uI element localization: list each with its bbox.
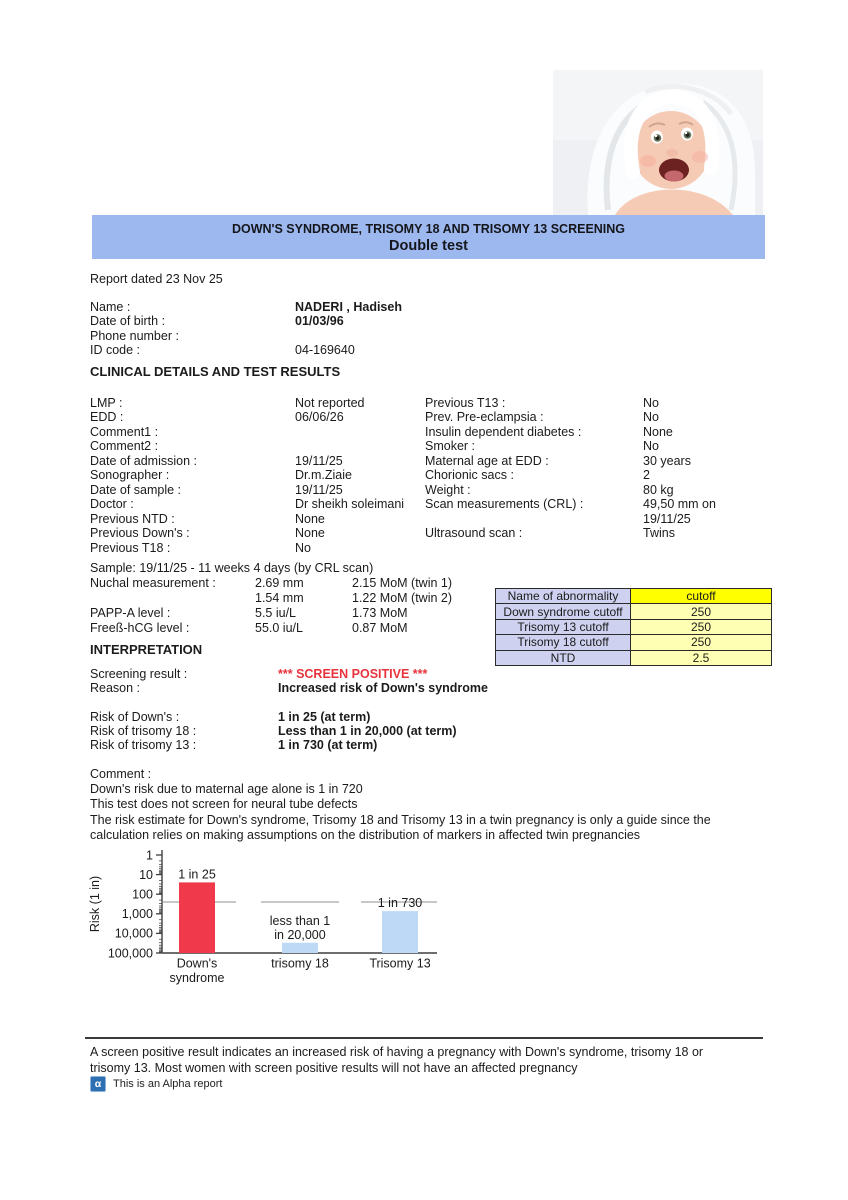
- clinical-label-right: Weight :: [425, 482, 471, 497]
- clinical-label-right: Previous T13 :: [425, 396, 506, 410]
- phone-value: [295, 329, 402, 343]
- clinical-value-right: 19/11/25: [643, 511, 691, 526]
- cutoff-table-header-row: [496, 589, 772, 604]
- svg-text:Trisomy 13: Trisomy 13: [369, 956, 431, 971]
- clinical-value-right: 80 kg: [643, 482, 674, 497]
- clinical-value-right: No: [643, 439, 659, 454]
- risk-t18-label: Risk of trisomy 18 :: [90, 723, 197, 738]
- clinical-value-left: 06/06/26: [295, 410, 344, 425]
- clinical-label-right: Scan measurements (CRL) :: [425, 497, 584, 512]
- sample-label: Freeß-hCG level :: [90, 620, 190, 635]
- clinical-label-left: Previous T18 :: [90, 540, 171, 555]
- report-subtitle: Double test: [389, 238, 468, 254]
- sample-value: 2.69 mm: [255, 576, 304, 590]
- clinical-label-right: Ultrasound scan :: [425, 526, 523, 541]
- reason-label: Reason :: [90, 681, 141, 696]
- dob-value: 01/03/96: [295, 314, 344, 329]
- sample-label: Nuchal measurement :: [90, 576, 216, 590]
- phone-label: Phone number :: [90, 328, 179, 343]
- name-value: NADERI , Hadiseh: [295, 300, 402, 314]
- cutoff-header-value: cutoff: [631, 589, 772, 604]
- alpha-icon: α: [90, 1076, 106, 1092]
- cutoff-value: 250: [631, 635, 772, 650]
- clinical-label-right: Insulin dependent diabetes :: [425, 424, 582, 439]
- clinical-value-right: Twins: [643, 526, 675, 541]
- clinical-label-left: Date of sample :: [90, 482, 182, 497]
- clinical-value-left: No: [295, 540, 311, 555]
- footer-note-line1: A screen positive result indicates an increased risk of having a pregnancy with Down's syndrome, trisomy 18 or: [90, 1045, 704, 1059]
- title-band: [92, 215, 765, 259]
- clinical-details-grid: [90, 396, 766, 555]
- clinical-label-right: Prev. Pre-eclampsia :: [425, 410, 544, 425]
- clinical-label-left: Previous Down's :: [90, 526, 190, 541]
- svg-text:1 in 25: 1 in 25: [178, 867, 216, 882]
- svg-text:Down's: Down's: [176, 956, 218, 971]
- clinical-value-left: 19/11/25: [295, 453, 343, 468]
- alpha-report-row: [90, 1076, 222, 1092]
- clinical-value-left: Dr.m.Ziaie: [295, 468, 352, 483]
- clinical-label-left: Previous NTD :: [90, 511, 175, 526]
- sample-mom: 2.15 MoM (twin 1): [352, 576, 453, 590]
- comment-line: This test does not screen for neural tube defects: [90, 797, 358, 812]
- svg-text:10,000: 10,000: [114, 926, 153, 941]
- cutoff-row-downs: [496, 604, 772, 619]
- risk-t13-value: 1 in 730 (at term): [278, 738, 378, 753]
- footer-separator: [85, 1037, 763, 1039]
- cutoff-row-t13: [496, 619, 772, 634]
- cutoff-header-name: Name of abnormality: [496, 589, 631, 604]
- clinical-value-left: Dr sheikh soleimani: [295, 497, 405, 512]
- clinical-value-left: None: [295, 511, 325, 526]
- risk-t13-label: Risk of trisomy 13 :: [90, 738, 197, 753]
- svg-text:100,000: 100,000: [107, 946, 153, 961]
- cutoff-value: 250: [631, 619, 772, 634]
- clinical-value-right: No: [643, 396, 659, 410]
- clinical-label-left: Sonographer :: [90, 468, 170, 483]
- sample-value: 1.54 mm: [255, 590, 304, 605]
- cutoff-row-t18: [496, 635, 772, 650]
- clinical-value-left: None: [295, 526, 325, 541]
- cutoff-name: Trisomy 13 cutoff: [496, 619, 631, 634]
- report-dated: Report dated 23 Nov 25: [90, 272, 223, 286]
- cutoff-name: Trisomy 18 cutoff: [496, 635, 631, 650]
- svg-text:1 in 730: 1 in 730: [377, 896, 423, 911]
- clinical-label-right: Chorionic sacs :: [425, 468, 514, 483]
- patient-details: [90, 300, 402, 358]
- clinical-label-right: [425, 541, 643, 555]
- svg-text:less than 1: less than 1: [269, 913, 331, 928]
- cutoff-table: [495, 588, 772, 666]
- sample-mom: 1.22 MoM (twin 2): [352, 590, 453, 605]
- report-title: DOWN'S SYNDROME, TRISOMY 18 AND TRISOMY 13 SCREENING: [231, 222, 626, 236]
- clinical-value-right: No: [643, 410, 659, 425]
- risk-chart: [85, 843, 485, 1004]
- interpretation-heading: INTERPRETATION: [90, 642, 203, 657]
- baby-photo: [553, 70, 763, 215]
- alpha-report-label: This is an Alpha report: [113, 1078, 223, 1090]
- clinical-value-right: 49,50 mm on: [643, 497, 716, 512]
- sample-heading: Sample: 19/11/25 - 11 weeks 4 days (by CRL scan): [90, 561, 374, 575]
- comment-lines: [90, 782, 711, 843]
- clinical-label-left: Doctor :: [90, 497, 134, 512]
- clinical-value-right: [643, 541, 766, 555]
- spacer: [90, 696, 488, 710]
- footer-note: [90, 1045, 770, 1076]
- screening-result-label: Screening result :: [90, 667, 188, 681]
- clinical-label-left: Comment2 :: [90, 439, 159, 454]
- clinical-label-left: Comment1 :: [90, 424, 159, 439]
- name-label: Name :: [90, 300, 131, 314]
- sample-results-grid: [90, 576, 452, 636]
- clinical-label-right: Maternal age at EDD :: [425, 453, 549, 468]
- comment-label: Comment :: [90, 767, 152, 781]
- svg-text:trisomy 18: trisomy 18: [271, 956, 329, 971]
- clinical-value-right: 2: [643, 468, 650, 483]
- id-label: ID code :: [90, 343, 141, 358]
- svg-text:1,000: 1,000: [121, 907, 153, 922]
- cutoff-value: 2.5: [631, 650, 772, 665]
- svg-text:Risk (1 in): Risk (1 in): [88, 875, 102, 933]
- comment-line: The risk estimate for Down's syndrome, Trisomy 18 and Trisomy 13 in a twin pregnancy is only a guide since the: [90, 812, 711, 827]
- svg-text:10: 10: [139, 867, 153, 882]
- clinical-label-right: Smoker :: [425, 439, 476, 454]
- risk-t18-value: Less than 1 in 20,000 (at term): [278, 723, 457, 738]
- footer-note-line2: trisomy 13. Most women with screen positive results will not have an affected pregnancy: [90, 1060, 578, 1075]
- sample-value: 5.5 iu/L: [255, 605, 297, 620]
- screening-result-value: *** SCREEN POSITIVE ***: [278, 667, 428, 681]
- clinical-value-left: Not reported: [295, 396, 365, 410]
- sample-label: PAPP-A level :: [90, 605, 171, 620]
- sample-label: [90, 591, 255, 606]
- risk-downs-value: 1 in 25 (at term): [278, 709, 371, 724]
- risk-chart-svg: [85, 843, 485, 1001]
- sample-value: 55.0 iu/L: [255, 620, 303, 635]
- comment-line: Down's risk due to maternal age alone is 1 in 720: [90, 782, 363, 797]
- clinical-label-right: [425, 512, 643, 526]
- svg-text:in 20,000: in 20,000: [274, 927, 326, 942]
- baby-photo-illustration: [553, 70, 763, 215]
- interpretation-block: [90, 667, 488, 752]
- clinical-value-right: 30 years: [643, 453, 691, 468]
- clinical-heading: CLINICAL DETAILS AND TEST RESULTS: [90, 364, 341, 379]
- comment-block: [90, 767, 711, 843]
- clinical-label-left: LMP :: [90, 396, 123, 410]
- cutoff-value: 250: [631, 604, 772, 619]
- svg-text:100: 100: [132, 887, 153, 902]
- clinical-value-right: None: [643, 424, 673, 439]
- reason-value: Increased risk of Down's syndrome: [278, 681, 488, 696]
- clinical-value-left: [295, 439, 425, 453]
- id-value: 04-169640: [295, 343, 355, 358]
- cutoff-row-ntd: [496, 650, 772, 665]
- clinical-label-left: Date of admission :: [90, 453, 197, 468]
- svg-text:1: 1: [146, 848, 153, 863]
- cutoff-name: NTD: [496, 650, 631, 665]
- cutoff-name: Down syndrome cutoff: [496, 604, 631, 619]
- sample-mom: 0.87 MoM: [352, 620, 408, 635]
- risk-downs-label: Risk of Down's :: [90, 709, 180, 724]
- dob-label: Date of birth :: [90, 314, 166, 329]
- comment-line: calculation relies on making assumptions on the distribution of markers in affected twin pregnancies: [90, 827, 641, 842]
- clinical-value-left: 19/11/25: [295, 482, 343, 497]
- svg-text:syndrome: syndrome: [169, 971, 225, 985]
- clinical-value-left: [295, 425, 425, 439]
- clinical-label-left: EDD :: [90, 410, 124, 425]
- sample-mom: 1.73 MoM: [352, 605, 408, 620]
